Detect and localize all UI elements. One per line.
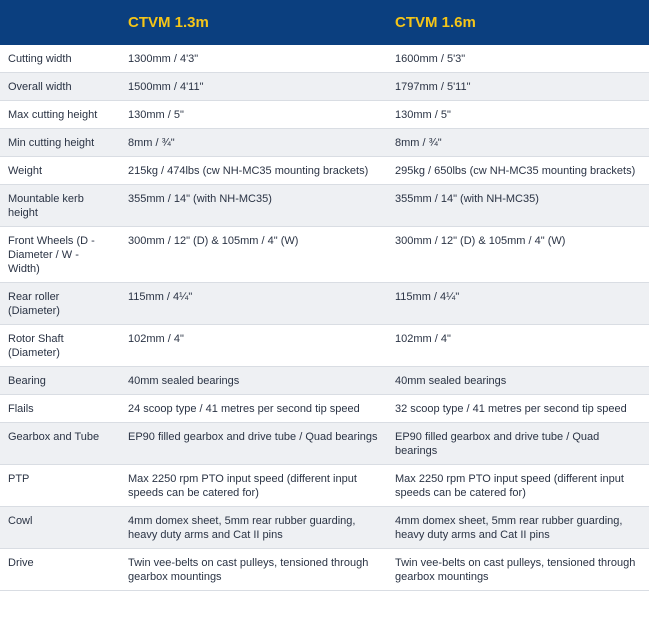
value-1-3m: 102mm / 4" — [120, 325, 387, 367]
value-1-6m: 8mm / ¾" — [387, 129, 649, 157]
value-1-3m: 355mm / 14" (with NH-MC35) — [120, 185, 387, 227]
row-label: Rear roller (Diameter) — [0, 283, 120, 325]
row-label: Flails — [0, 395, 120, 423]
row-label: Weight — [0, 157, 120, 185]
value-1-3m: Max 2250 rpm PTO input speed (different input speeds can be catered for) — [120, 465, 387, 507]
table-row — [0, 227, 649, 283]
table-row — [0, 157, 649, 185]
row-label: Overall width — [0, 73, 120, 101]
table-row — [0, 185, 649, 227]
row-label: Max cutting height — [0, 101, 120, 129]
value-1-3m: 1300mm / 4'3" — [120, 45, 387, 73]
table-row — [0, 367, 649, 395]
value-1-6m: 1600mm / 5'3" — [387, 45, 649, 73]
value-1-6m: 355mm / 14" (with NH-MC35) — [387, 185, 649, 227]
value-1-3m: EP90 filled gearbox and drive tube / Quad bearings — [120, 423, 387, 465]
header-model-1-3m: CTVM 1.3m — [120, 0, 387, 45]
value-1-6m: 40mm sealed bearings — [387, 367, 649, 395]
value-1-6m: 130mm / 5" — [387, 101, 649, 129]
value-1-6m: EP90 filled gearbox and drive tube / Quad bearings — [387, 423, 649, 465]
value-1-3m: 24 scoop type / 41 metres per second tip speed — [120, 395, 387, 423]
row-label: Front Wheels (D - Diameter / W - Width) — [0, 227, 120, 283]
value-1-3m: 4mm domex sheet, 5mm rear rubber guarding, heavy duty arms and Cat II pins — [120, 507, 387, 549]
table-row — [0, 423, 649, 465]
table-row — [0, 549, 649, 591]
row-label: Cutting width — [0, 45, 120, 73]
table-row — [0, 45, 649, 73]
value-1-3m: 8mm / ¾" — [120, 129, 387, 157]
value-1-6m: 102mm / 4" — [387, 325, 649, 367]
row-label: Bearing — [0, 367, 120, 395]
value-1-3m: 115mm / 4¼" — [120, 283, 387, 325]
table-row — [0, 73, 649, 101]
value-1-3m: 300mm / 12" (D) & 105mm / 4" (W) — [120, 227, 387, 283]
value-1-6m: 32 scoop type / 41 metres per second tip speed — [387, 395, 649, 423]
value-1-3m: Twin vee-belts on cast pulleys, tensioned through gearbox mountings — [120, 549, 387, 591]
table-row — [0, 283, 649, 325]
value-1-6m: 1797mm / 5'11" — [387, 73, 649, 101]
table-row — [0, 395, 649, 423]
value-1-3m: 40mm sealed bearings — [120, 367, 387, 395]
header-model-1-6m: CTVM 1.6m — [387, 0, 649, 45]
row-label: PTP — [0, 465, 120, 507]
row-label: Drive — [0, 549, 120, 591]
table-body — [0, 45, 649, 591]
value-1-6m: 115mm / 4¼" — [387, 283, 649, 325]
value-1-6m: 295kg / 650lbs (cw NH-MC35 mounting brackets) — [387, 157, 649, 185]
table-header — [0, 0, 649, 45]
row-label: Min cutting height — [0, 129, 120, 157]
table-row — [0, 129, 649, 157]
value-1-3m: 130mm / 5" — [120, 101, 387, 129]
table-row — [0, 465, 649, 507]
row-label: Mountable kerb height — [0, 185, 120, 227]
header-row — [0, 0, 649, 45]
table-row — [0, 101, 649, 129]
row-label: Cowl — [0, 507, 120, 549]
row-label: Gearbox and Tube — [0, 423, 120, 465]
value-1-3m: 215kg / 474lbs (cw NH-MC35 mounting brackets) — [120, 157, 387, 185]
value-1-3m: 1500mm / 4'11" — [120, 73, 387, 101]
value-1-6m: Max 2250 rpm PTO input speed (different input speeds can be catered for) — [387, 465, 649, 507]
value-1-6m: Twin vee-belts on cast pulleys, tensioned through gearbox mountings — [387, 549, 649, 591]
table-row — [0, 507, 649, 549]
value-1-6m: 300mm / 12" (D) & 105mm / 4" (W) — [387, 227, 649, 283]
table-row — [0, 325, 649, 367]
value-1-6m: 4mm domex sheet, 5mm rear rubber guarding, heavy duty arms and Cat II pins — [387, 507, 649, 549]
header-blank — [0, 0, 120, 45]
row-label: Rotor Shaft (Diameter) — [0, 325, 120, 367]
